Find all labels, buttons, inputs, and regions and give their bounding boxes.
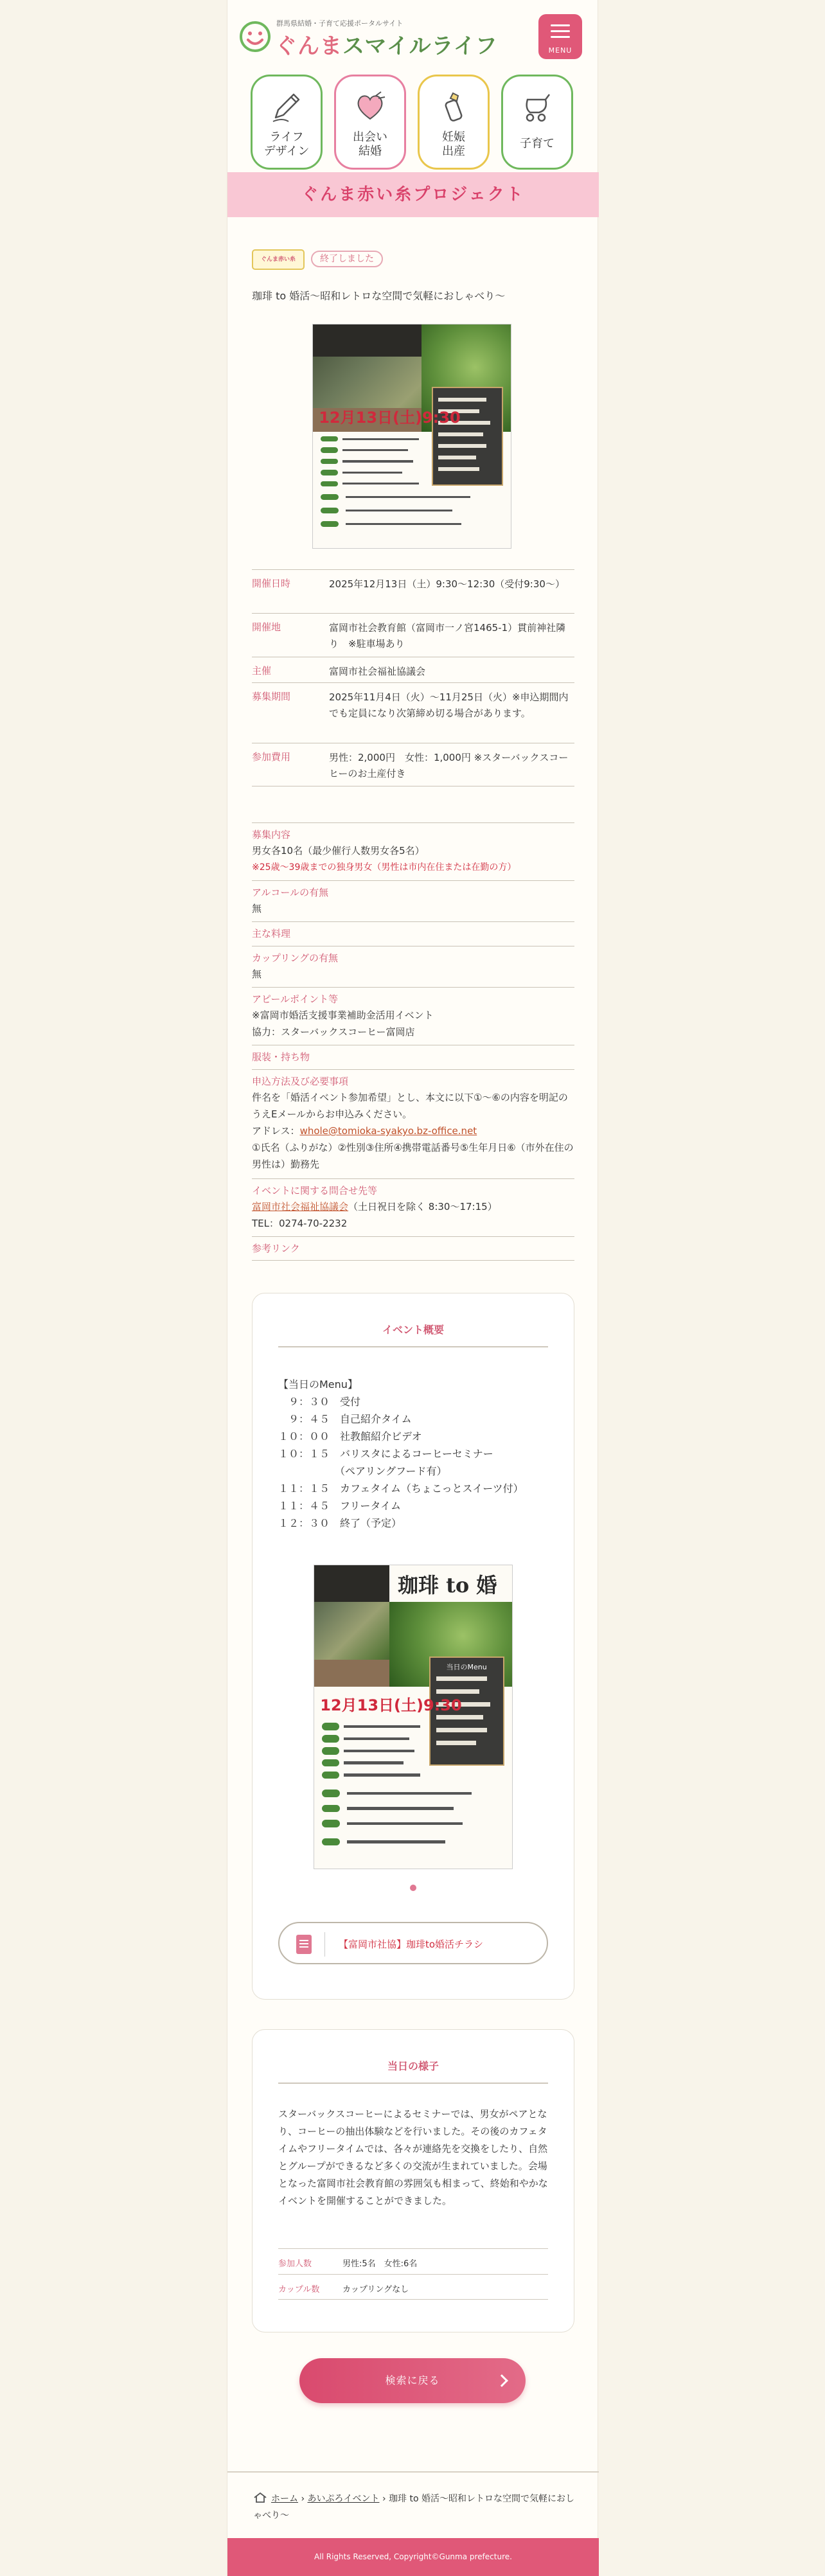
category-label-line2: 結婚: [359, 145, 382, 158]
category-pregnancy-birth[interactable]: [418, 75, 490, 170]
email-link[interactable]: whole@tomioka-syakyo.bz-office.net: [299, 1125, 477, 1137]
category-life-design[interactable]: [251, 75, 323, 170]
event-info-list: [252, 822, 574, 1261]
stat-couples: [278, 2274, 548, 2300]
breadcrumb-divider: [227, 2471, 599, 2473]
flyer-date-day: 13: [357, 1696, 379, 1715]
category-nav: [251, 75, 578, 171]
page: [227, 0, 598, 2576]
report-text: スターバックスコーヒーによるセミナーでは、男女がペアとなり、コーヒーの抽出体験などを行いました。その後のカフェタイムやフリータイムでは、各々が連絡先を交換をしたり、自然とグループができるなど多くの交流が生まれていました。会場となった富岡市社会教育館の雰囲気も相まって、終始和やかなイベントを開催することができました。: [278, 2108, 548, 2207]
back-to-search-button[interactable]: [299, 2358, 526, 2403]
info-email-line: [252, 1123, 574, 1139]
bottle-icon: [436, 89, 471, 124]
overview-divider: [278, 1346, 548, 1347]
detail-key: 参加費用: [252, 751, 291, 763]
flyer-menu-heading: 当日のMenu: [446, 1663, 487, 1672]
detail-value: 富岡市社会福祉協議会: [329, 666, 426, 677]
info-label: 申込方法及び必要事項: [252, 1076, 349, 1087]
info-appeal: [252, 987, 574, 1045]
info-label: 主な料理: [252, 928, 291, 939]
flyer-date: 12月13日(土)9:30: [319, 409, 461, 427]
info-apply: [252, 1069, 574, 1178]
red-thread-logo-badge: ぐんま赤い糸: [252, 249, 305, 270]
breadcrumb: [253, 2491, 574, 2524]
hamburger-icon: [551, 24, 570, 42]
info-value: ※富岡市婚活支援事業補助金活用イベント: [252, 1009, 434, 1021]
site-name-main: ぐんま: [275, 33, 342, 59]
report-title: 当日の様子: [387, 2060, 439, 2072]
info-label: アピールポイント等: [252, 993, 339, 1005]
event-overview-card: [252, 1293, 574, 2000]
info-recruit: [252, 822, 574, 880]
info-value: 協力：スターバックスコーヒー富岡店: [252, 1026, 415, 1038]
smile-logo-icon: [238, 19, 272, 54]
detail-key: 開催地: [252, 621, 281, 633]
category-child-rearing[interactable]: [501, 75, 573, 170]
info-note: ※25歳〜39歳までの独身男女（男性は市内在住または在勤の方）: [252, 862, 517, 873]
stat-label: 参加人数: [278, 2259, 312, 2269]
site-logo[interactable]: [238, 14, 498, 59]
detail-value: 2025年11月4日（火）〜11月25日（火）※申込期間内でも定員になり次第締め切る場合があります。: [329, 691, 569, 719]
detail-row-organizer: [252, 657, 574, 682]
detail-value: 2025年12月13日（土）9:30〜12:30（受付9:30〜）: [329, 578, 565, 590]
flyer-time: 9:30: [421, 409, 461, 427]
breadcrumb-separator: ›: [298, 2494, 308, 2504]
pdf-icon: [296, 1935, 312, 1954]
detail-row-venue: [252, 613, 574, 657]
category-label-line1: 妊娠: [442, 130, 465, 144]
menu-button-label: MENU: [548, 46, 572, 55]
flyer-date-month: 12: [320, 1696, 342, 1715]
breadcrumb-category[interactable]: あいぷろイベント: [307, 2494, 380, 2504]
stat-value: 男性:5名 女性:6名: [342, 2259, 418, 2269]
info-label: 募集内容: [252, 829, 291, 840]
category-label-line1: 子育て: [520, 137, 554, 150]
site-name-sub: スマイルライフ: [342, 33, 498, 59]
detail-row-period: [252, 682, 574, 743]
stroller-icon: [520, 89, 554, 124]
flyer-date-month: 12: [319, 409, 341, 427]
category-label-line1: ライフ: [269, 130, 304, 144]
chevron-right-icon: [495, 2374, 508, 2387]
detail-value: 男性：2,000円 女性：1,000円 ※スターバックスコーヒーのお土産付き: [329, 752, 569, 779]
info-value: 無: [252, 903, 262, 914]
detail-key: 募集期間: [252, 691, 291, 702]
category-label-line2: デザイン: [263, 145, 310, 158]
flyer-heading: 珈琲 to 婚: [398, 1573, 497, 1597]
info-contact-line: [252, 1198, 574, 1215]
info-dress: [252, 1045, 574, 1069]
info-contact: [252, 1178, 574, 1236]
carousel-dot[interactable]: [410, 1885, 416, 1891]
contact-hours: （土日祝日を除く 8:30〜17:15）: [348, 1201, 497, 1212]
back-button-label: 検索に戻る: [385, 2374, 440, 2386]
detail-row-datetime: [252, 569, 574, 613]
info-value: ①氏名（ふりがな）②性別③住所④携帯電話番号⑤生年月日⑥（市外在住の男性は）勤務先: [252, 1142, 574, 1170]
info-label: アルコールの有無: [252, 887, 329, 898]
stat-label: カップル数: [278, 2285, 320, 2295]
flyer-date-day: 13: [355, 409, 378, 427]
info-reference: [252, 1236, 574, 1261]
site-name: [275, 28, 498, 60]
site-tagline: 群馬県結婚・子育て応援ポータルサイト: [276, 19, 404, 28]
site-footer: All Rights Reserved, Copyright©Gunma prefecture.: [227, 2538, 599, 2576]
info-value: 男女各10名（最少催行人数男女各5名）: [252, 845, 425, 857]
info-label: 服装・持ち物: [252, 1051, 310, 1063]
home-icon: [253, 2492, 267, 2503]
overview-title: イベント概要: [382, 1324, 444, 1336]
event-title: 珈琲 to 婚活〜昭和レトロな空間で気軽におしゃべり〜: [252, 290, 506, 302]
day-menu-list: 【当日のMenu】 ９：３０ 受付 ９：４５ 自己紹介タイム １０：００ 社教館紹介ビデオ １０：１５ バリスタによるコーヒーセミナー （ペアリングフード有） １１：１５ カフェタイム（ちょこっとスイーツ付） １１：４５ フリータイム １２：３０ 終了（予定）: [278, 1378, 524, 1529]
menu-button[interactable]: [538, 14, 582, 59]
event-flyer-image[interactable]: [312, 324, 511, 549]
site-header: [227, 0, 599, 71]
info-alcohol: [252, 880, 574, 921]
flyer-time: 9:30: [423, 1696, 462, 1715]
info-label: カップリングの有無: [252, 952, 338, 964]
breadcrumb-separator: ›: [379, 2494, 389, 2504]
event-report-card: [252, 2029, 574, 2332]
info-label: イベントに関する問合せ先等: [252, 1185, 378, 1196]
flyer-menu-board: [432, 387, 503, 485]
category-label-line1: 出会い: [353, 130, 387, 144]
pdf-button-label: 【富岡市社協】珈琲to婚活チラシ: [339, 1939, 484, 1950]
flyer-date-weekday: 土: [400, 409, 416, 427]
info-value: 件名を「婚活イベント参加希望」とし、本文に以下①〜⑥の内容を明記のうえEメールからお申込みください。: [252, 1092, 568, 1120]
category-meeting-marriage[interactable]: [334, 75, 406, 170]
detail-row-fee: [252, 743, 574, 786]
detail-value: 富岡市社会教育館（富岡市一ノ宮1465-1）貫前神社隣り ※駐車場あり: [329, 622, 566, 650]
detail-key: 主催: [252, 665, 272, 677]
status-badge: 終了しました: [311, 251, 383, 267]
breadcrumb-home[interactable]: ホーム: [271, 2494, 298, 2504]
pencil-icon: [269, 89, 304, 124]
email-prefix: アドレス：: [252, 1125, 300, 1137]
flyer-date: 12月13日(土)9:30: [320, 1696, 462, 1715]
detail-key: 開催日時: [252, 578, 291, 589]
report-divider: [278, 2083, 548, 2084]
info-food: [252, 921, 574, 946]
flyer-date-weekday: 土: [401, 1696, 417, 1715]
heart-icon: [353, 89, 387, 124]
event-details-table: [252, 569, 574, 786]
event-flyer-large[interactable]: [314, 1565, 513, 1869]
category-label-line2: 出産: [442, 145, 465, 158]
pdf-button-divider: [324, 1932, 325, 1957]
contact-tel: TEL：0274-70-2232: [252, 1218, 348, 1229]
breadcrumb-current: 珈琲 to 婚活〜昭和レトロな空間で気軽におしゃべり〜: [253, 2494, 574, 2521]
stat-participants: [278, 2248, 548, 2274]
info-coupling: [252, 946, 574, 987]
flyer-pdf-button[interactable]: [278, 1922, 548, 1964]
info-label: 参考リンク: [252, 1243, 300, 1254]
contact-link[interactable]: 富岡市社会福祉協議会: [252, 1201, 349, 1212]
stat-value: カップリングなし: [342, 2285, 409, 2295]
info-value: 無: [252, 968, 262, 980]
page-title: ぐんま赤い糸プロジェクト: [227, 172, 599, 217]
